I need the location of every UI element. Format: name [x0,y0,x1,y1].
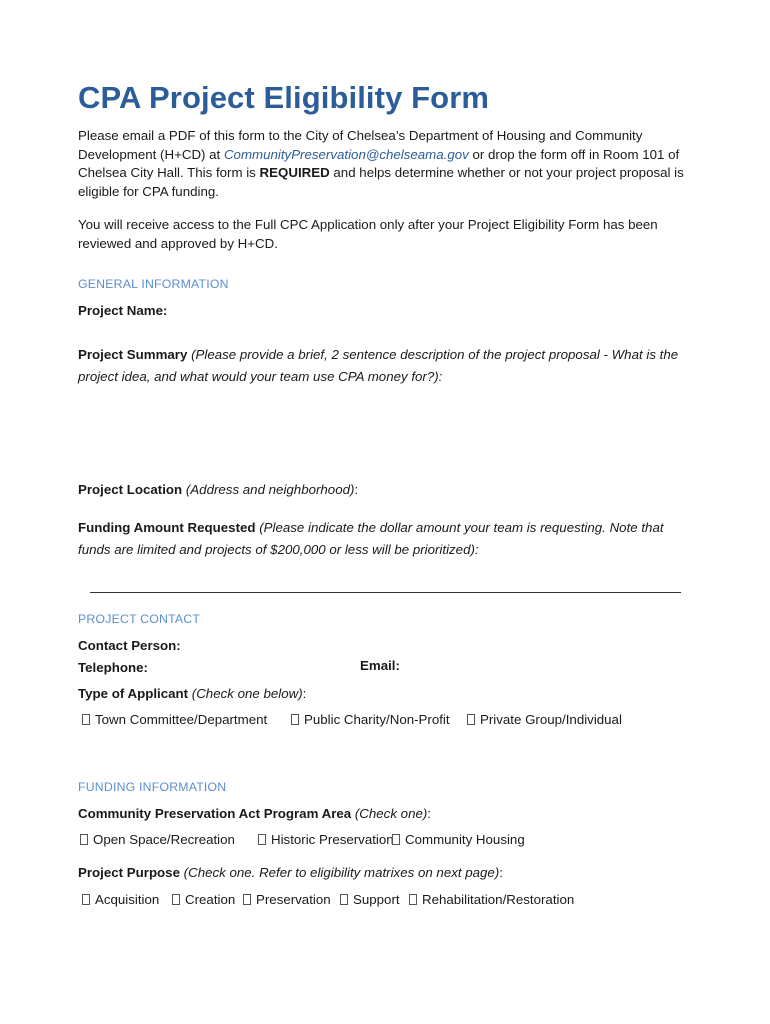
checkbox-icon[interactable] [392,834,400,845]
project-summary-field[interactable] [78,344,698,388]
contact-person-field[interactable] [78,635,698,657]
applicant-option-label: Town Committee/Department [95,712,268,727]
section-divider [90,592,681,593]
project-name-label: Project Name: [78,303,168,318]
checkbox-icon[interactable] [340,894,348,905]
applicant-type-question [78,683,698,705]
intro-text-3: and helps determine whether or not your project proposal is eligible for CPA funding. [78,165,684,199]
project-location-label: Project Location [78,482,183,497]
program-area-label: Community Preservation Act Program Area [78,806,352,821]
general-information-heading: GENERAL INFORMATION [78,277,229,291]
purpose-option-creation[interactable] [172,892,235,907]
checkbox-icon[interactable] [80,834,88,845]
applicant-type-colon: : [302,686,307,701]
checkbox-icon[interactable] [82,714,90,725]
project-purpose-colon: : [499,865,503,880]
program-option-label: Community Housing [405,832,525,847]
intro-paragraph [78,127,698,201]
funding-information-heading: FUNDING INFORMATION [78,780,227,794]
required-emphasis: REQUIRED [259,165,330,180]
project-purpose-label: Project Purpose [78,865,180,880]
project-location-field[interactable] [78,479,698,501]
project-name-field[interactable] [78,300,698,322]
purpose-option-label: Acquisition [95,892,160,907]
program-option-label: Historic Preservation [271,832,394,847]
intro-text-1: Please email a PDF of this form to the City of Chelsea’s Department of Housing and Community Development (H+CD) at [78,128,643,162]
purpose-option-label: Rehabilitation/Restoration [422,892,575,907]
email-field[interactable] [360,655,560,677]
access-note: You will receive access to the Full CPC Application only after your Project Eligibility Form has been reviewed and approved by H+CD. [78,217,658,251]
program-option-open-space[interactable] [80,832,235,847]
project-summary-hint: (Please provide a brief, 2 sentence description of the project proposal - What is the project idea, and what would your team use CPA money for?): [78,347,679,384]
applicant-option-town-committee[interactable] [82,712,267,727]
contact-person-label: Contact Person: [78,638,181,653]
purpose-option-acquisition[interactable] [82,892,159,907]
checkbox-icon[interactable] [82,894,90,905]
funding-amount-label: Funding Amount Requested [78,520,256,535]
project-contact-heading: PROJECT CONTACT [78,612,201,626]
project-location-colon: : [354,482,359,497]
checkbox-icon[interactable] [291,714,299,725]
project-purpose-question [78,862,698,884]
project-summary-label: Project Summary [78,347,188,362]
program-option-housing[interactable] [392,832,525,847]
checkbox-icon[interactable] [243,894,251,905]
email-link[interactable]: CommunityPreservation@chelseama.gov [223,146,469,162]
project-purpose-hint: (Check one. Refer to eligibility matrixes on next page) [179,865,500,880]
program-area-colon: : [427,806,431,821]
applicant-type-label: Type of Applicant [78,686,189,701]
purpose-option-preservation[interactable] [243,892,331,907]
funding-amount-hint: (Please indicate the dollar amount your team is requesting. Note that funds are limited and projects of $200,000 or less will be prioritized): [78,520,664,557]
program-option-label: Open Space/Recreation [93,832,235,847]
page-title: CPA Project Eligibility Form [78,80,490,115]
applicant-option-public-charity[interactable] [291,712,450,727]
program-area-hint: (Check one) [351,806,428,821]
program-area-question [78,803,698,825]
telephone-label: Telephone: [78,660,148,675]
purpose-option-support[interactable] [340,892,400,907]
checkbox-icon[interactable] [172,894,180,905]
email-label: Email: [360,658,400,673]
applicant-option-label: Public Charity/Non-Profit [304,712,450,727]
applicant-type-hint: (Check one below) [188,686,303,701]
purpose-option-rehabilitation[interactable] [409,892,574,907]
program-option-historic[interactable] [258,832,394,847]
purpose-option-label: Preservation [256,892,331,907]
purpose-option-label: Support [353,892,400,907]
applicant-option-private-group[interactable] [467,712,622,727]
applicant-option-label: Private Group/Individual [480,712,622,727]
checkbox-icon[interactable] [258,834,266,845]
project-location-hint: (Address and neighborhood) [182,482,355,497]
funding-amount-field[interactable] [78,517,698,561]
checkbox-icon[interactable] [409,894,417,905]
checkbox-icon[interactable] [467,714,475,725]
intro-text-2: or drop the form off in Room 101 of Chelsea City Hall. This form is [78,146,680,180]
purpose-option-label: Creation [185,892,236,907]
